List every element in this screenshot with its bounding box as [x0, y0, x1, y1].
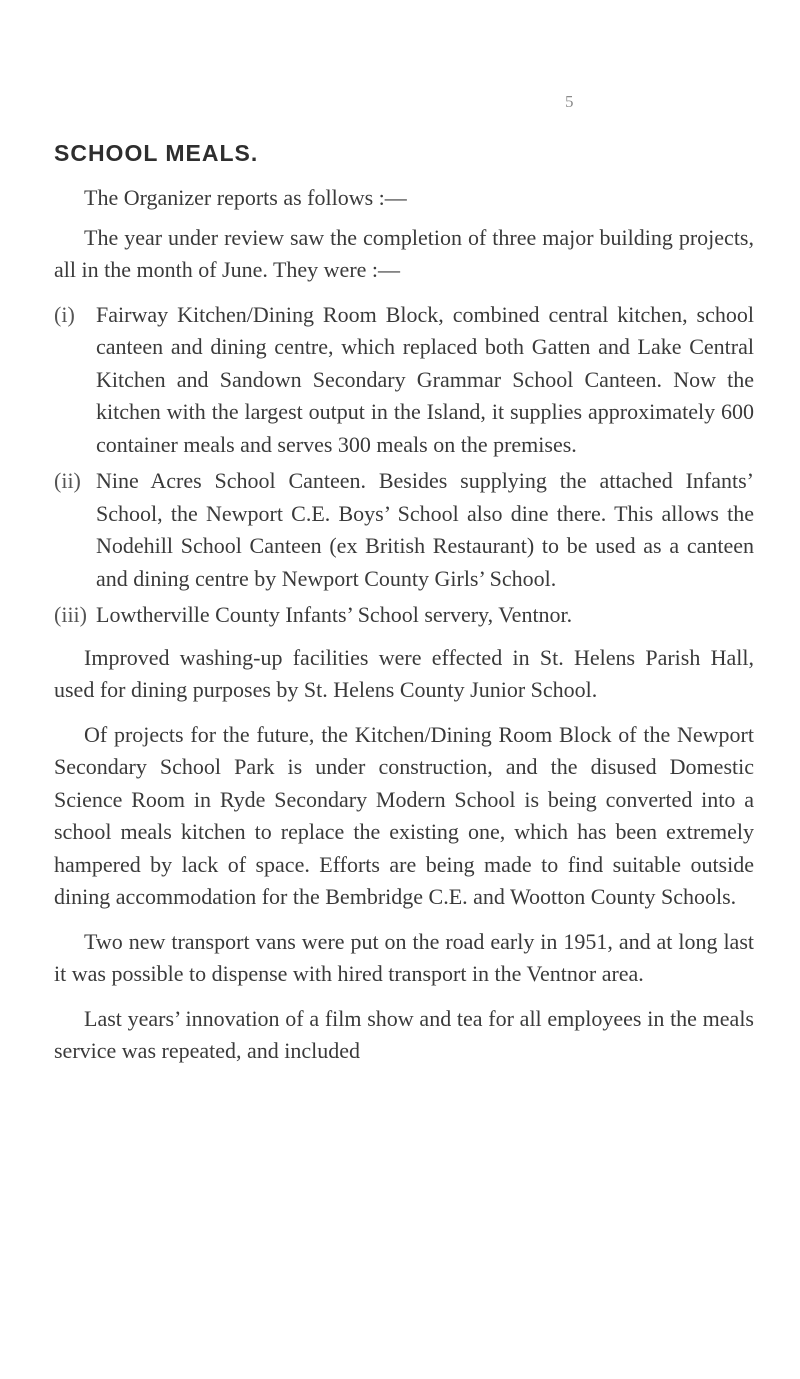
paragraph-building-projects: The year under review saw the completion of three major building projects, all in the month of June. They were :— [54, 224, 754, 282]
list-item-text: Nine Acres School Canteen. Besides supplying the attached Infants’ School, the Newport C.E. Boys’ School also dine there. This allows the Nodehill School Canteen (ex British Restaurant) to be used as a canteen and dining centre by Newport County Girls’ School. [96, 468, 754, 591]
paragraph-future-projects: Of projects for the future, the Kitchen/Dining Room Block of the Newport Secondary School Park is under construction, and the disused Domestic Science Room in Ryde Secondary Modern School is being converted into a school meals kitchen to replace the existing one, which has been extremely hampered by lack of space. Efforts are being made to find suitable outside dining accommodation for the Bembridge C.E. and Wootton County Schools. [54, 721, 754, 909]
list-item-text: Fairway Kitchen/Dining Room Block, combined central kitchen, school canteen and dining centre, which replaced both Gatten and Lake Central Kitchen and Sandown Secondary Grammar School Canteen. Now the kitchen with the largest output in the Island, it supplies approximately 600 container meals and serves 300 meals on the premises. [96, 301, 754, 457]
paragraph-transport: Two new transport vans were put on the road early in 1951, and at long last it was possible to dispense with hired transport in the Ventnor area. [54, 928, 754, 986]
list-marker: (iii) [54, 602, 87, 627]
projects-list [54, 299, 754, 632]
list-item-text: Lowtherville County Infants’ School servery, Ventnor. [96, 602, 573, 627]
list-marker: (i) [54, 301, 75, 327]
document-body [54, 182, 754, 1080]
paragraph-washing-up: Improved washing-up facilities were effected in St. Helens Parish Hall, used for dining purposes by St. Helens County Junior School. [54, 644, 754, 702]
paragraph-film-show: Last years’ innovation of a film show and tea for all employees in the meals service was repeated, and included [54, 1005, 754, 1063]
list-item [54, 299, 754, 462]
page-number: 5 [565, 92, 574, 111]
list-marker: (ii) [54, 468, 81, 493]
section-heading: SCHOOL MEALS. [54, 140, 259, 166]
list-item [54, 465, 754, 595]
list-item [54, 599, 754, 632]
intro-paragraph: The Organizer reports as follows :— [84, 185, 407, 210]
